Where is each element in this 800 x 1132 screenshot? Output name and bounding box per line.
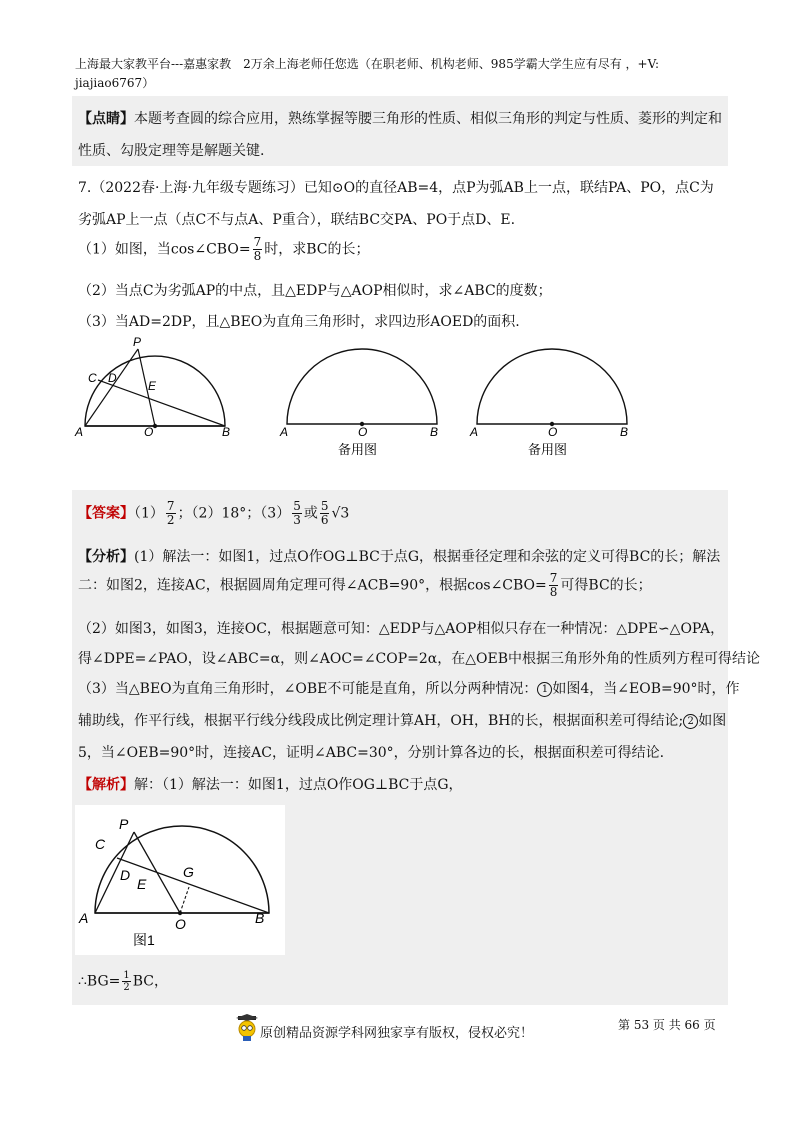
spare2-label-A: A xyxy=(470,425,479,439)
analysis-line-5: （3）当△BEO为直角三角形时，∠OBE不可能是直角，所以分两种情况： 1 如图4，当∠EOB=90°时，作 xyxy=(78,681,740,697)
fraction-1-2: $\frac{1}{2}$ xyxy=(123,970,130,993)
spare-figure-1 xyxy=(278,340,448,460)
spare2-label-O: O xyxy=(548,425,558,439)
page-number: 第 53 页 共 66 页 xyxy=(618,1018,716,1032)
dianjing-line-1: 【点睛】本题考查圆的综合应用，熟练掌握等腰三角形的性质、相似三角形的判定与性质、菱形的判定和 xyxy=(78,111,722,127)
mascot-icon xyxy=(234,1014,260,1046)
header-line-1: 上海最大家教平台---嘉惠家教 2万余上海老师任您选（在职老师、机构老师、985学霸大学生应有尽有 ，+V: xyxy=(75,57,660,71)
fig1-label-E: E xyxy=(137,876,147,892)
label-A: A xyxy=(75,425,84,439)
fig1-label-A: A xyxy=(79,910,89,926)
problem-q3: （3）当AD=2DP，且△BEO为直角三角形时，求四边形AOED的面积. xyxy=(78,314,520,330)
problem-line-2: 劣弧AP上一点（点C不与点A、P重合），联结BC交PA、PO于点D、E. xyxy=(78,212,516,228)
dianjing-line-2: 性质、勾股定理等是解题关键. xyxy=(78,143,265,159)
fig1-label-D: D xyxy=(120,867,131,883)
solution-line-1: 【解析】解：（1）解法一：如图1，过点O作OG⊥BC于点G， xyxy=(78,777,463,793)
copyright-note: 原创精品资源学科网独家享有版权，侵权必究！ xyxy=(260,1026,534,1041)
fig1-label-B: B xyxy=(255,910,265,926)
label-D: D xyxy=(108,371,117,385)
fraction-5-3: $\frac{5}{3}$ xyxy=(293,499,301,527)
fig1-label-G: G xyxy=(183,864,194,880)
fig1-label-O: O xyxy=(175,916,186,932)
answer-tag: 【答案】 xyxy=(78,505,134,522)
solution-final-line: ∴BG= $\frac{1}{2}$ BC， xyxy=(78,970,169,993)
spare1-label-B: B xyxy=(430,425,439,439)
fraction-7-8-b: $\frac{7}{8}$ xyxy=(549,571,558,599)
fraction-5-6: $\frac{5}{6}$ xyxy=(320,499,329,527)
fig1-caption: 图1 xyxy=(133,932,155,948)
solution-tag: 【解析】 xyxy=(78,777,134,793)
fraction-7-2: $\frac{7}{2}$ xyxy=(166,499,175,527)
dianjing-tag: 【点睛】 xyxy=(78,111,134,127)
main-figure xyxy=(70,330,250,442)
fig1-label-P: P xyxy=(119,816,129,832)
analysis-line-3: （2）如图3，如图3，连接OC，根据题意可知：△EDP与△AOP相似只存在一种情况：△DPE∽△OPA， xyxy=(78,621,725,637)
page-header xyxy=(75,55,735,93)
spare1-label-A: A xyxy=(280,425,289,439)
spare2-caption: 备用图 xyxy=(528,442,568,457)
analysis-line-7: 5，当∠OEB=90°时，连接AC，证明∠ABC=30°，分别计算各边的长，根据面积差可得结论. xyxy=(78,745,665,761)
analysis-line-2: 二：如图2，连接AC，根据圆周角定理可得∠ACB=90°，根据cos∠CBO= $\frac{7}{8}$ 可得BC的长； xyxy=(78,571,652,599)
label-C: C xyxy=(88,371,97,385)
spare-figure-2 xyxy=(468,340,638,460)
analysis-tag: 【分析】 xyxy=(78,549,134,565)
sqrt-3: √3 xyxy=(331,505,350,522)
circled-number-2: 2 xyxy=(683,714,698,729)
figure-1 xyxy=(75,805,285,955)
answer-line: 【答案】（1） $\frac{7}{2}$ ；（2）18°；（3） $\frac{5}{3}$ 或 $\frac{5}{6}$ √3 xyxy=(78,499,350,527)
analysis-line-6: 辅助线，作平行线，根据平行线分线段成比例定理计算AH，OH，BH的长，根据面积差可得结论; 2 如图 xyxy=(78,713,727,729)
circled-number-1: 1 xyxy=(537,682,552,697)
spare2-label-B: B xyxy=(620,425,629,439)
label-P: P xyxy=(133,335,142,349)
fig1-label-C: C xyxy=(95,836,106,852)
analysis-line-1: 【分析】(1）解法一：如图1，过点O作OG⊥BC于点G，根据垂径定理和余弦的定义可得BC的长；解法 xyxy=(78,549,721,565)
spare1-caption: 备用图 xyxy=(338,442,378,457)
spare1-label-O: O xyxy=(358,425,368,439)
label-E: E xyxy=(148,379,157,393)
problem-line-1: 7.（2022春·上海·九年级专题练习）已知⊙O的直径AB=4，点P为弧AB上一点，联结PA、PO，点C为 xyxy=(78,180,714,196)
analysis-line-4: 得∠DPE=∠PAO，设∠ABC=α，则∠AOC=∠COP=2α，在△OEB中根据三角形外角的性质列方程可得结论 xyxy=(78,651,761,667)
header-line-2: jiajiao6767） xyxy=(75,76,155,90)
fraction-7-8: $\frac{7}{8}$ xyxy=(253,235,262,263)
label-B: B xyxy=(222,425,231,439)
problem-q2: （2）当点C为劣弧AP的中点，且△EDP与△AOP相似时，求∠ABC的度数； xyxy=(78,283,552,299)
problem-q1: （1）如图，当cos∠CBO= $\frac{7}{8}$ 时，求BC的长； xyxy=(78,235,370,263)
label-O: O xyxy=(144,425,154,439)
